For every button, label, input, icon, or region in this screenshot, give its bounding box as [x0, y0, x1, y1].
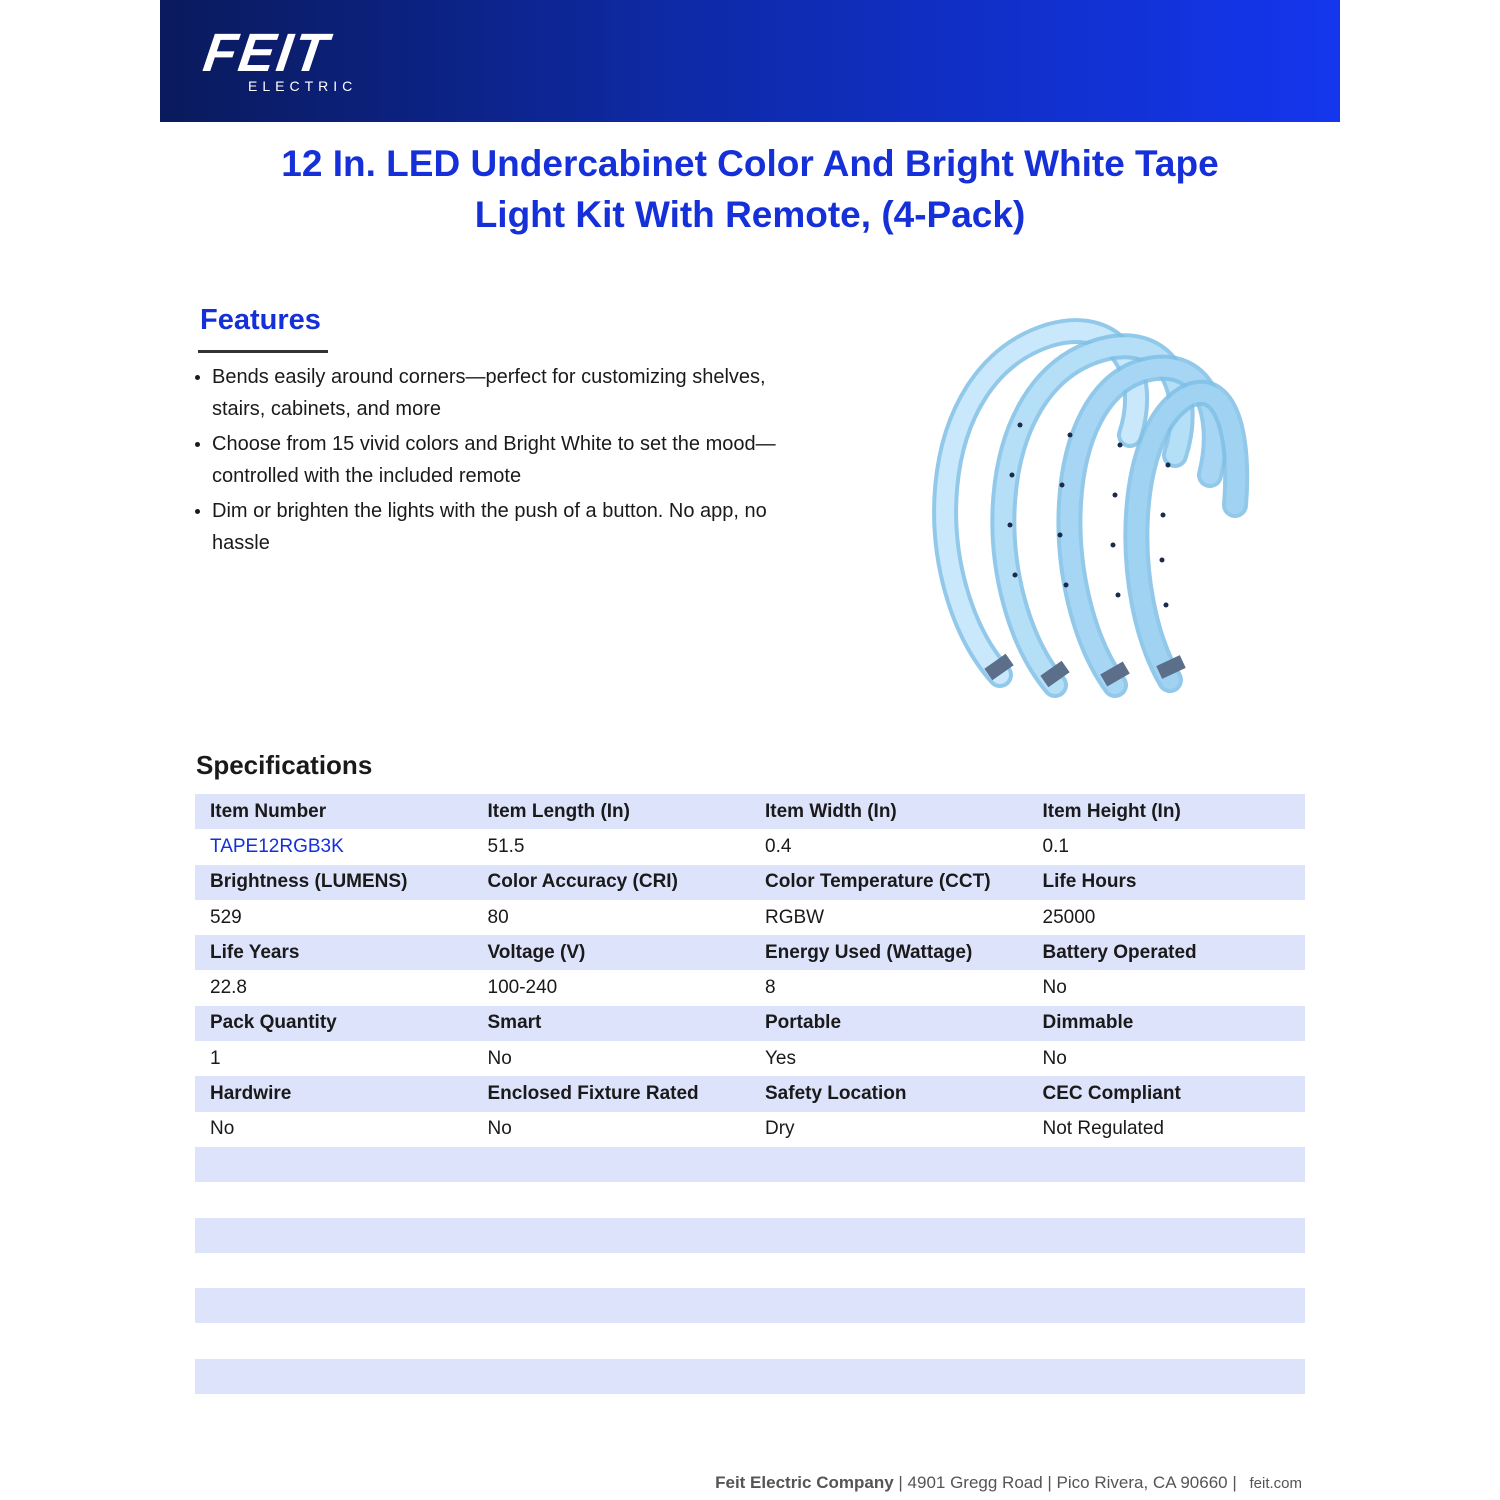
spec-label-row	[195, 935, 1305, 970]
spec-value-row	[195, 970, 1305, 1005]
specifications-heading: Specifications	[196, 750, 373, 780]
spec-label: Color Accuracy (CRI)	[487, 871, 678, 893]
spec-label: Color Temperature (CCT)	[765, 871, 991, 893]
spec-label: Item Number	[210, 800, 327, 822]
spec-label: Item Length (In)	[487, 800, 630, 822]
spec-empty-row	[195, 1218, 1305, 1253]
spec-label: Item Height (In)	[1042, 800, 1181, 822]
spec-label-row	[195, 1076, 1305, 1111]
spec-label: Brightness (LUMENS)	[210, 871, 408, 893]
features-list	[212, 361, 812, 562]
footer-website-link[interactable]: feit.com	[1249, 1475, 1302, 1492]
spec-empty-row	[195, 1147, 1305, 1182]
spec-label: Enclosed Fixture Rated	[487, 1083, 699, 1105]
spec-value: 25000	[1042, 906, 1096, 928]
features-underline	[198, 350, 328, 353]
logo-subtitle: ELECTRIC	[248, 78, 358, 94]
spec-label: Life Years	[210, 941, 300, 963]
spec-value: 51.5	[487, 835, 525, 857]
spec-value: No	[487, 1047, 512, 1069]
led-tape-strip-image	[920, 315, 1250, 705]
features-heading: Features	[200, 304, 321, 336]
spec-label: Pack Quantity	[210, 1012, 337, 1034]
spec-value: No	[487, 1118, 512, 1140]
spec-value: No	[1042, 977, 1067, 999]
feature-item: Dim or brighten the lights with the push of a button. No app, no hassle	[212, 495, 812, 559]
footer-company: Feit Electric Company	[715, 1473, 894, 1492]
spec-label: Item Width (In)	[765, 800, 897, 822]
spec-empty-row	[195, 1253, 1305, 1288]
spec-value-row	[195, 829, 1305, 864]
product-title-line1: 12 In. LED Undercabinet Color And Bright White Tape	[281, 143, 1219, 184]
spec-label-row	[195, 794, 1305, 829]
spec-label: Battery Operated	[1042, 941, 1197, 963]
spec-value: No	[1042, 1047, 1067, 1069]
page-footer	[715, 1473, 1302, 1493]
item-number-link[interactable]: TAPE12RGB3K	[210, 835, 344, 857]
spec-value: 8	[765, 977, 776, 999]
spec-value: 0.4	[765, 835, 792, 857]
spec-label: Voltage (V)	[487, 941, 586, 963]
spec-label: Portable	[765, 1012, 842, 1034]
spec-value: Dry	[765, 1118, 795, 1140]
spec-value: 0.1	[1042, 835, 1069, 857]
spec-value: 80	[487, 906, 509, 928]
spec-value-row	[195, 1041, 1305, 1076]
spec-label: Dimmable	[1042, 1012, 1134, 1034]
spec-label: Smart	[487, 1012, 542, 1034]
spec-value-row	[195, 1112, 1305, 1147]
spec-value: RGBW	[765, 906, 825, 928]
product-title-line2: Light Kit With Remote, (4-Pack)	[474, 194, 1026, 235]
spec-label: Hardwire	[210, 1083, 292, 1105]
spec-label: Life Hours	[1042, 871, 1137, 893]
product-title	[160, 138, 1340, 240]
spec-empty-row	[195, 1323, 1305, 1358]
footer-address: | 4901 Gregg Road | Pico Rivera, CA 90660 |	[898, 1473, 1237, 1492]
feit-logo	[199, 23, 358, 94]
spec-value: 100-240	[487, 977, 558, 999]
spec-label: CEC Compliant	[1042, 1083, 1181, 1105]
spec-label: Energy Used (Wattage)	[765, 941, 973, 963]
logo-wordmark: FEIT	[199, 23, 334, 83]
spec-empty-row	[195, 1288, 1305, 1323]
spec-value: No	[210, 1118, 235, 1140]
spec-value: 22.8	[210, 977, 247, 999]
spec-label-row	[195, 1006, 1305, 1041]
spec-label-row	[195, 865, 1305, 900]
specifications-table	[195, 794, 1305, 1394]
spec-empty-row	[195, 1182, 1305, 1217]
spec-value: 1	[210, 1047, 221, 1069]
spec-value: 529	[210, 906, 242, 928]
header-banner	[160, 0, 1340, 122]
feature-item: Bends easily around corners—perfect for customizing shelves, stairs, cabinets, and more	[212, 361, 812, 425]
feature-item: Choose from 15 vivid colors and Bright White to set the mood—controlled with the included remote	[212, 428, 812, 492]
spec-empty-row	[195, 1359, 1305, 1394]
spec-value-row	[195, 900, 1305, 935]
spec-label: Safety Location	[765, 1083, 907, 1105]
spec-value: Not Regulated	[1042, 1118, 1164, 1140]
spec-value: Yes	[765, 1047, 796, 1069]
